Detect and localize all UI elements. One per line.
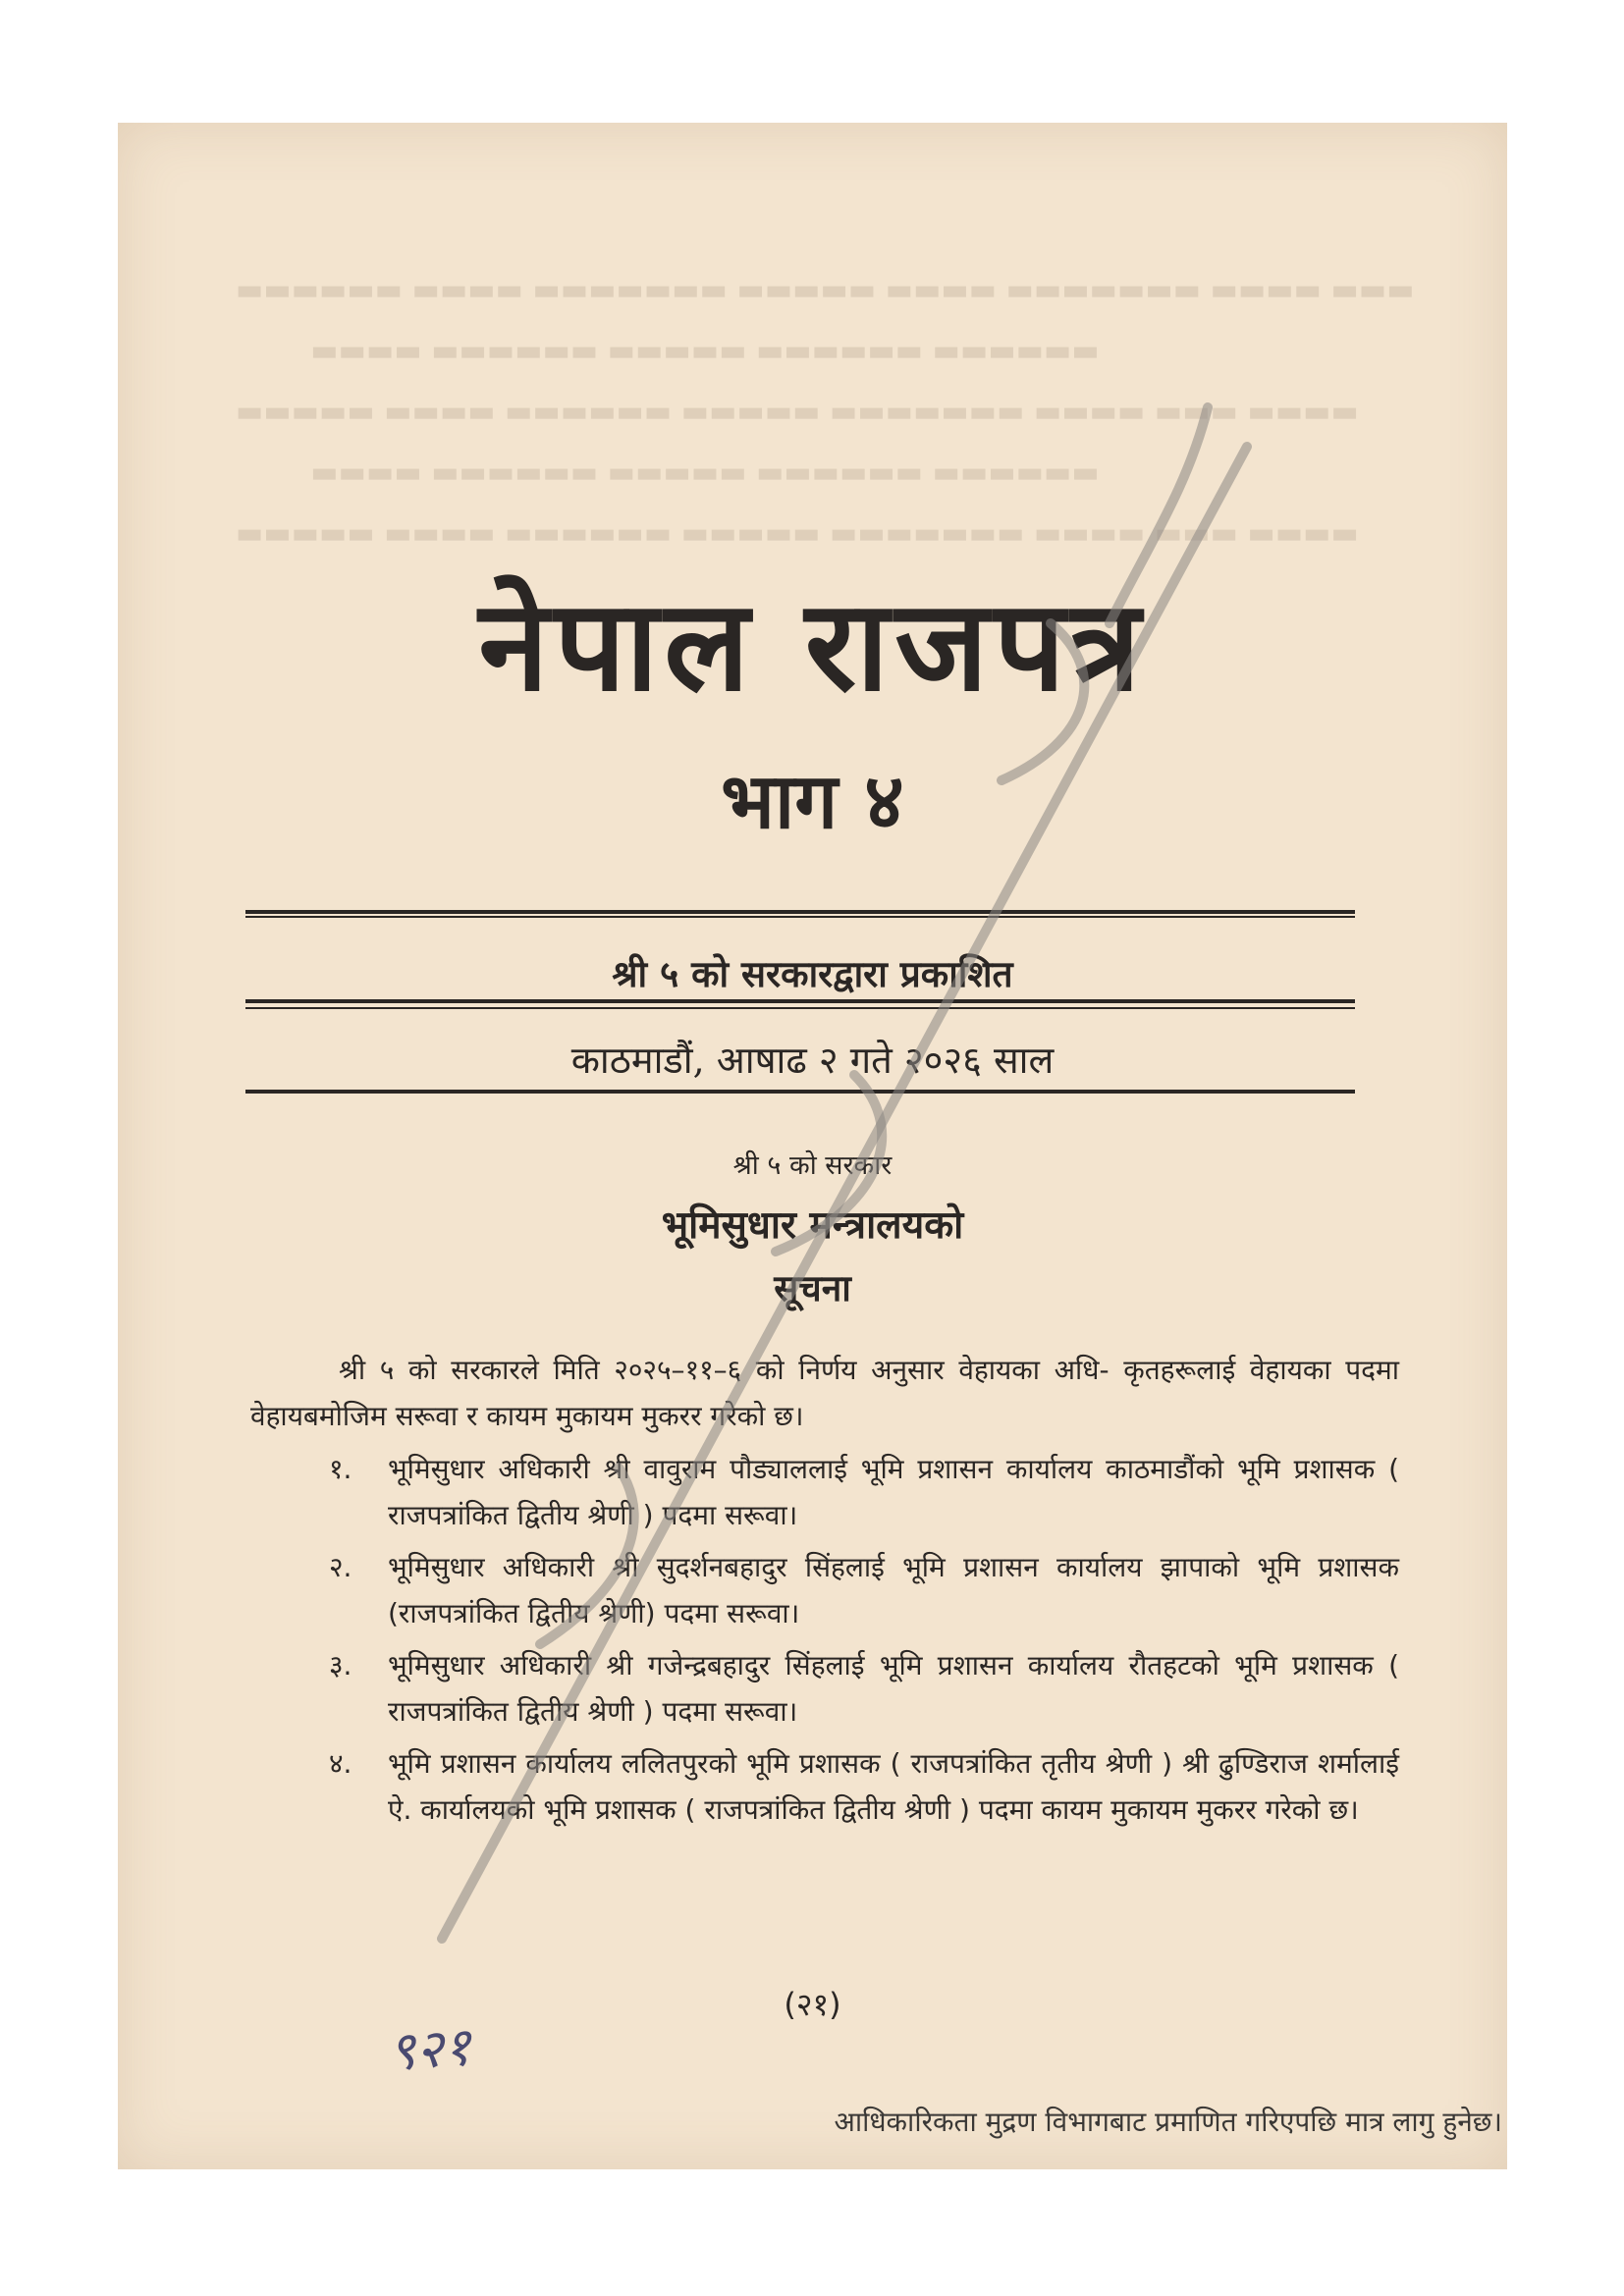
- item-text: भूमिसुधार अधिकारी श्री गजेन्द्रबहादुर सिंहलाई भूमि प्रशासन कार्यालय रौतहटको भूमि प्रशासक ( राजपत्रांकित द्वितीय श्रेणी ) पदमा सरूवा।: [388, 1649, 1399, 1728]
- gazette-part: भाग ४: [721, 758, 904, 846]
- page-number: (२१): [784, 1986, 841, 2023]
- item-number: २.: [329, 1551, 352, 1583]
- show-through-text: ▬▬▬▬▬▬ ▬▬▬▬ ▬▬▬▬▬▬▬ ▬▬▬▬▬ ▬▬▬▬ ▬▬▬▬▬▬▬ ▬▬▬▬ ▬▬▬ ▬▬▬▬ ▬▬▬▬▬▬ ▬▬▬▬▬ ▬▬▬▬▬▬ ▬▬▬▬▬▬ ▬▬▬▬▬ ▬▬▬▬ ▬▬▬▬▬▬ ▬▬▬▬▬ ▬▬▬▬▬▬▬ ▬▬▬▬ ▬▬▬ ▬▬▬▬ ▬▬▬▬ ▬▬▬▬▬▬ ▬▬▬▬▬ ▬▬▬▬▬▬ ▬▬▬▬▬▬ ▬▬▬▬▬ ▬▬▬▬ ▬▬▬▬▬▬ ▬▬▬▬▬ ▬▬▬▬▬▬▬ ▬▬▬▬ ▬▬▬ ▬▬▬▬: [236, 273, 1415, 551]
- item-number: ४.: [329, 1747, 352, 1780]
- item-text: भूमिसुधार अधिकारी श्री वावुराम पौड्याललाई भूमि प्रशासन कार्यालय काठमाडौंको भूमि प्रशासक ( राजपत्रांकित द्वितीय श्रेणी ) पदमा सरूवा।: [388, 1453, 1399, 1531]
- publisher-line: श्री ५ को सरकारद्वारा प्रकाशित: [612, 953, 1013, 995]
- notice-heading: सूचना: [774, 1267, 851, 1309]
- gazette-title: नेपाल राजपत्र: [478, 573, 1147, 720]
- handwritten-number: ९२१: [386, 2015, 473, 2083]
- notice-intro: श्री ५ को सरकारले मिति २०२५–११–६ को निर्णय अनुसार वेहायका अधि- कृतहरूलाई वेहायका पदमा वेहायबमोजिम सरूवा र कायम मुकायम मुकरर गरेको छ।: [250, 1354, 1399, 1432]
- ministry-heading: भूमिसुधार मन्त्रालयको: [661, 1203, 964, 1248]
- gazette-page: [118, 123, 1507, 2169]
- item-text: भूमिसुधार अधिकारी श्री सुदर्शनबहादुर सिंहलाई भूमि प्रशासन कार्यालय झापाको भूमि प्रशासक (राजपत्रांकित द्वितीय श्रेणी) पदमा सरूवा।: [388, 1551, 1399, 1629]
- item-number: ३.: [329, 1649, 352, 1682]
- dateline: काठमाडौं, आषाढ २ गते २०२६ साल: [570, 1039, 1055, 1082]
- item-number: १.: [329, 1453, 352, 1485]
- item-text: भूमि प्रशासन कार्यालय ललितपुरको भूमि प्रशासक ( राजपत्रांकित तृतीय श्रेणी ) श्री ढुण्डिराज शर्मालाई ऐ. कार्यालयको भूमि प्रशासक ( राजपत्रांकित द्वितीय श्रेणी ) पदमा कायम मुकायम मुकरर गरेको छ।: [388, 1747, 1399, 1826]
- diagonal-stamp: [363, 368, 1345, 2037]
- government-heading: श्री ५ को सरकार: [732, 1150, 893, 1181]
- authentication-footer: आधिकारिकता मुद्रण विभागबाट प्रमाणित गरिएपछि मात्र लागु हुनेछ।: [834, 2106, 1502, 2138]
